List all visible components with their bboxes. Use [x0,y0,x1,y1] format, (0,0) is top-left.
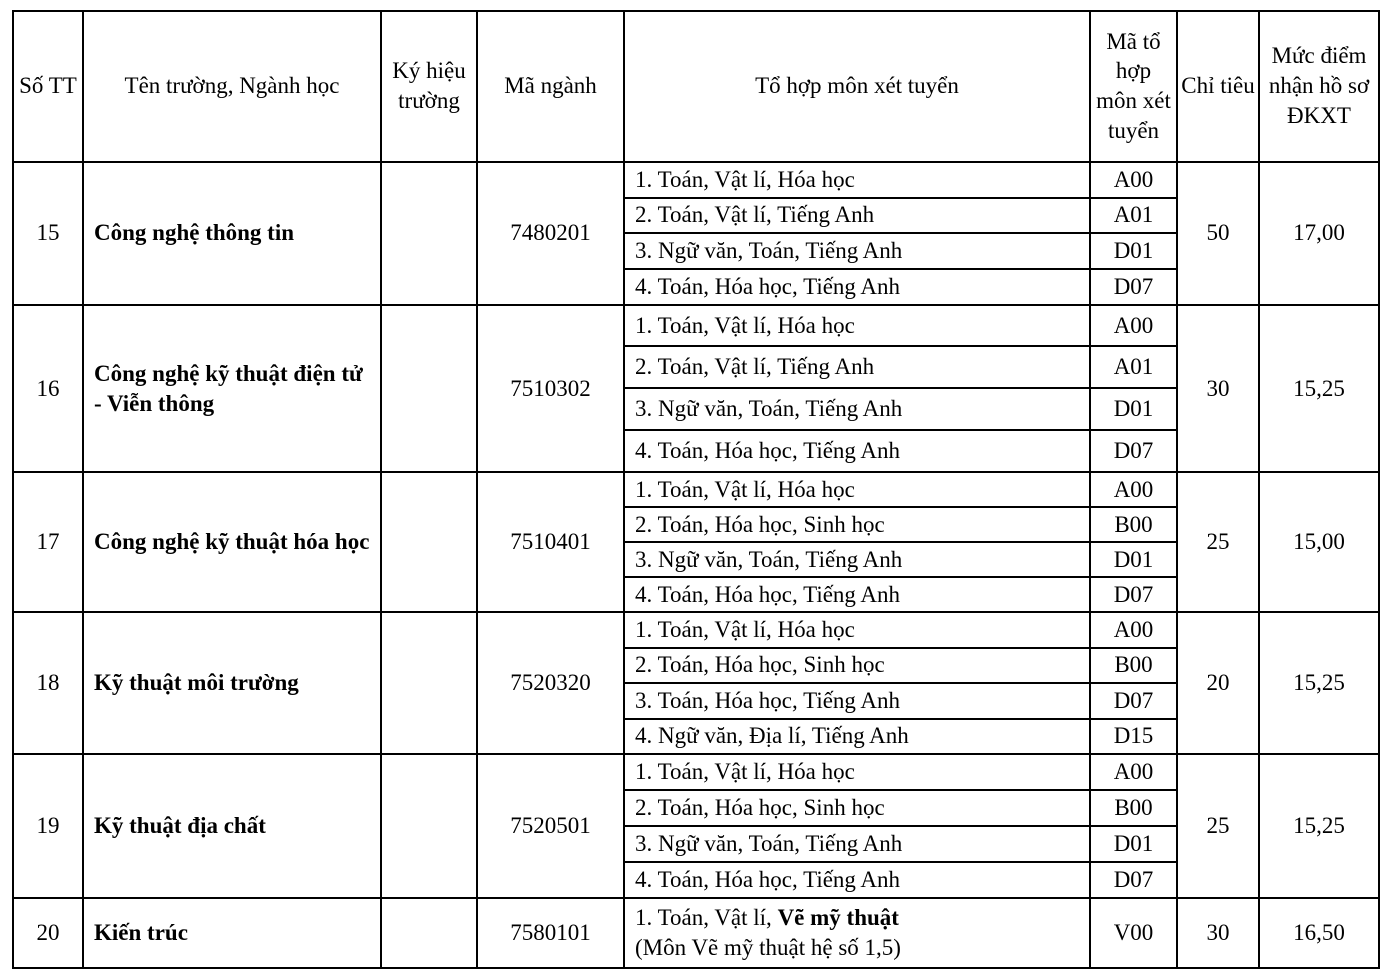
header-combo-code: Mã tổ hợp môn xét tuyển [1090,11,1177,162]
quota: 25 [1177,472,1259,613]
subject-combo: 1. Toán, Vật lí, Hóa học [624,612,1090,647]
combo-code: A00 [1090,305,1177,346]
school-symbol [381,305,477,472]
combo-bold: Vẽ mỹ thuật [777,904,899,930]
combo-code: B00 [1090,790,1177,826]
row-stt: 17 [13,472,83,613]
row-stt: 18 [13,612,83,754]
quota: 20 [1177,612,1259,754]
quota: 30 [1177,898,1259,968]
combo-code: A00 [1090,162,1177,198]
table-row [13,472,1379,507]
major-name: Kiến trúc [83,898,381,968]
major-code: 7510302 [477,305,624,472]
admission-table [12,10,1380,969]
subject-combo [624,898,1090,968]
subject-combo: 2. Toán, Hóa học, Sinh học [624,790,1090,826]
combo-code: D01 [1090,826,1177,862]
min-score: 15,25 [1259,305,1379,472]
major-name: Công nghệ kỹ thuật điện tử - Viễn thông [83,305,381,472]
subject-combo: 4. Toán, Hóa học, Tiếng Anh [624,430,1090,472]
major-code: 7580101 [477,898,624,968]
subject-combo: 4. Toán, Hóa học, Tiếng Anh [624,862,1090,897]
header-stt: Số TT [13,11,83,162]
min-score: 15,25 [1259,612,1379,754]
row-stt: 16 [13,305,83,472]
subject-combo: 1. Toán, Vật lí, Hóa học [624,305,1090,346]
combo-code: D07 [1090,269,1177,305]
table-row [13,754,1379,790]
header-name: Tên trường, Ngành học [83,11,381,162]
major-name: Kỹ thuật môi trường [83,612,381,754]
major-name: Công nghệ thông tin [83,162,381,306]
header-symbol: Ký hiệu trường [381,11,477,162]
school-symbol [381,472,477,613]
subject-combo: 2. Toán, Hóa học, Sinh học [624,648,1090,683]
combo-code: D07 [1090,430,1177,472]
header-score: Mức điểm nhận hồ sơ ĐKXT [1259,11,1379,162]
major-code: 7520320 [477,612,624,754]
major-name: Kỹ thuật địa chất [83,754,381,898]
header-quota: Chỉ tiêu [1177,11,1259,162]
quota: 50 [1177,162,1259,306]
subject-combo: 1. Toán, Vật lí, Hóa học [624,162,1090,198]
header-subjects: Tổ hợp môn xét tuyển [624,11,1090,162]
major-code: 7520501 [477,754,624,898]
header-code: Mã ngành [477,11,624,162]
subject-combo: 3. Toán, Hóa học, Tiếng Anh [624,683,1090,719]
quota: 30 [1177,305,1259,472]
major-code: 7510401 [477,472,624,613]
school-symbol [381,162,477,306]
subject-combo: 3. Ngữ văn, Toán, Tiếng Anh [624,542,1090,577]
subject-combo: 2. Toán, Vật lí, Tiếng Anh [624,198,1090,233]
combo-code: D01 [1090,542,1177,577]
combo-code: B00 [1090,507,1177,542]
quota: 25 [1177,754,1259,898]
row-stt: 20 [13,898,83,968]
combo-code: D07 [1090,577,1177,612]
subject-combo: 2. Toán, Hóa học, Sinh học [624,507,1090,542]
subject-combo: 4. Toán, Hóa học, Tiếng Anh [624,269,1090,305]
school-symbol [381,612,477,754]
min-score: 15,25 [1259,754,1379,898]
min-score: 17,00 [1259,162,1379,306]
combo-code: D07 [1090,683,1177,719]
major-code: 7480201 [477,162,624,306]
subject-combo: 1. Toán, Vật lí, Hóa học [624,754,1090,790]
combo-code: A00 [1090,754,1177,790]
subject-combo: 3. Ngữ văn, Toán, Tiếng Anh [624,826,1090,862]
major-name: Công nghệ kỹ thuật hóa học [83,472,381,613]
subject-combo: 3. Ngữ văn, Toán, Tiếng Anh [624,388,1090,430]
combo-code: D15 [1090,719,1177,754]
table-row [13,612,1379,647]
combo-prefix: 1. Toán, Vật lí, [635,904,778,930]
header-row [13,11,1379,162]
school-symbol [381,898,477,968]
table-row [13,305,1379,346]
combo-code: B00 [1090,648,1177,683]
subject-combo: 2. Toán, Vật lí, Tiếng Anh [624,346,1090,387]
min-score: 16,50 [1259,898,1379,968]
combo-code: A01 [1090,346,1177,387]
combo-code: D01 [1090,388,1177,430]
combo-code: A00 [1090,612,1177,647]
min-score: 15,00 [1259,472,1379,613]
subject-combo: 4. Toán, Hóa học, Tiếng Anh [624,577,1090,612]
subject-combo: 1. Toán, Vật lí, Hóa học [624,472,1090,507]
subject-combo: 4. Ngữ văn, Địa lí, Tiếng Anh [624,719,1090,754]
row-stt: 19 [13,754,83,898]
combo-code: A01 [1090,198,1177,233]
school-symbol [381,754,477,898]
combo-code: A00 [1090,472,1177,507]
row-stt: 15 [13,162,83,306]
table-row [13,898,1379,968]
combo-note: (Môn Vẽ mỹ thuật hệ số 1,5) [635,934,901,960]
table-row [13,162,1379,198]
combo-code: D01 [1090,233,1177,269]
combo-code: D07 [1090,862,1177,897]
combo-code: V00 [1090,898,1177,968]
subject-combo: 3. Ngữ văn, Toán, Tiếng Anh [624,233,1090,269]
